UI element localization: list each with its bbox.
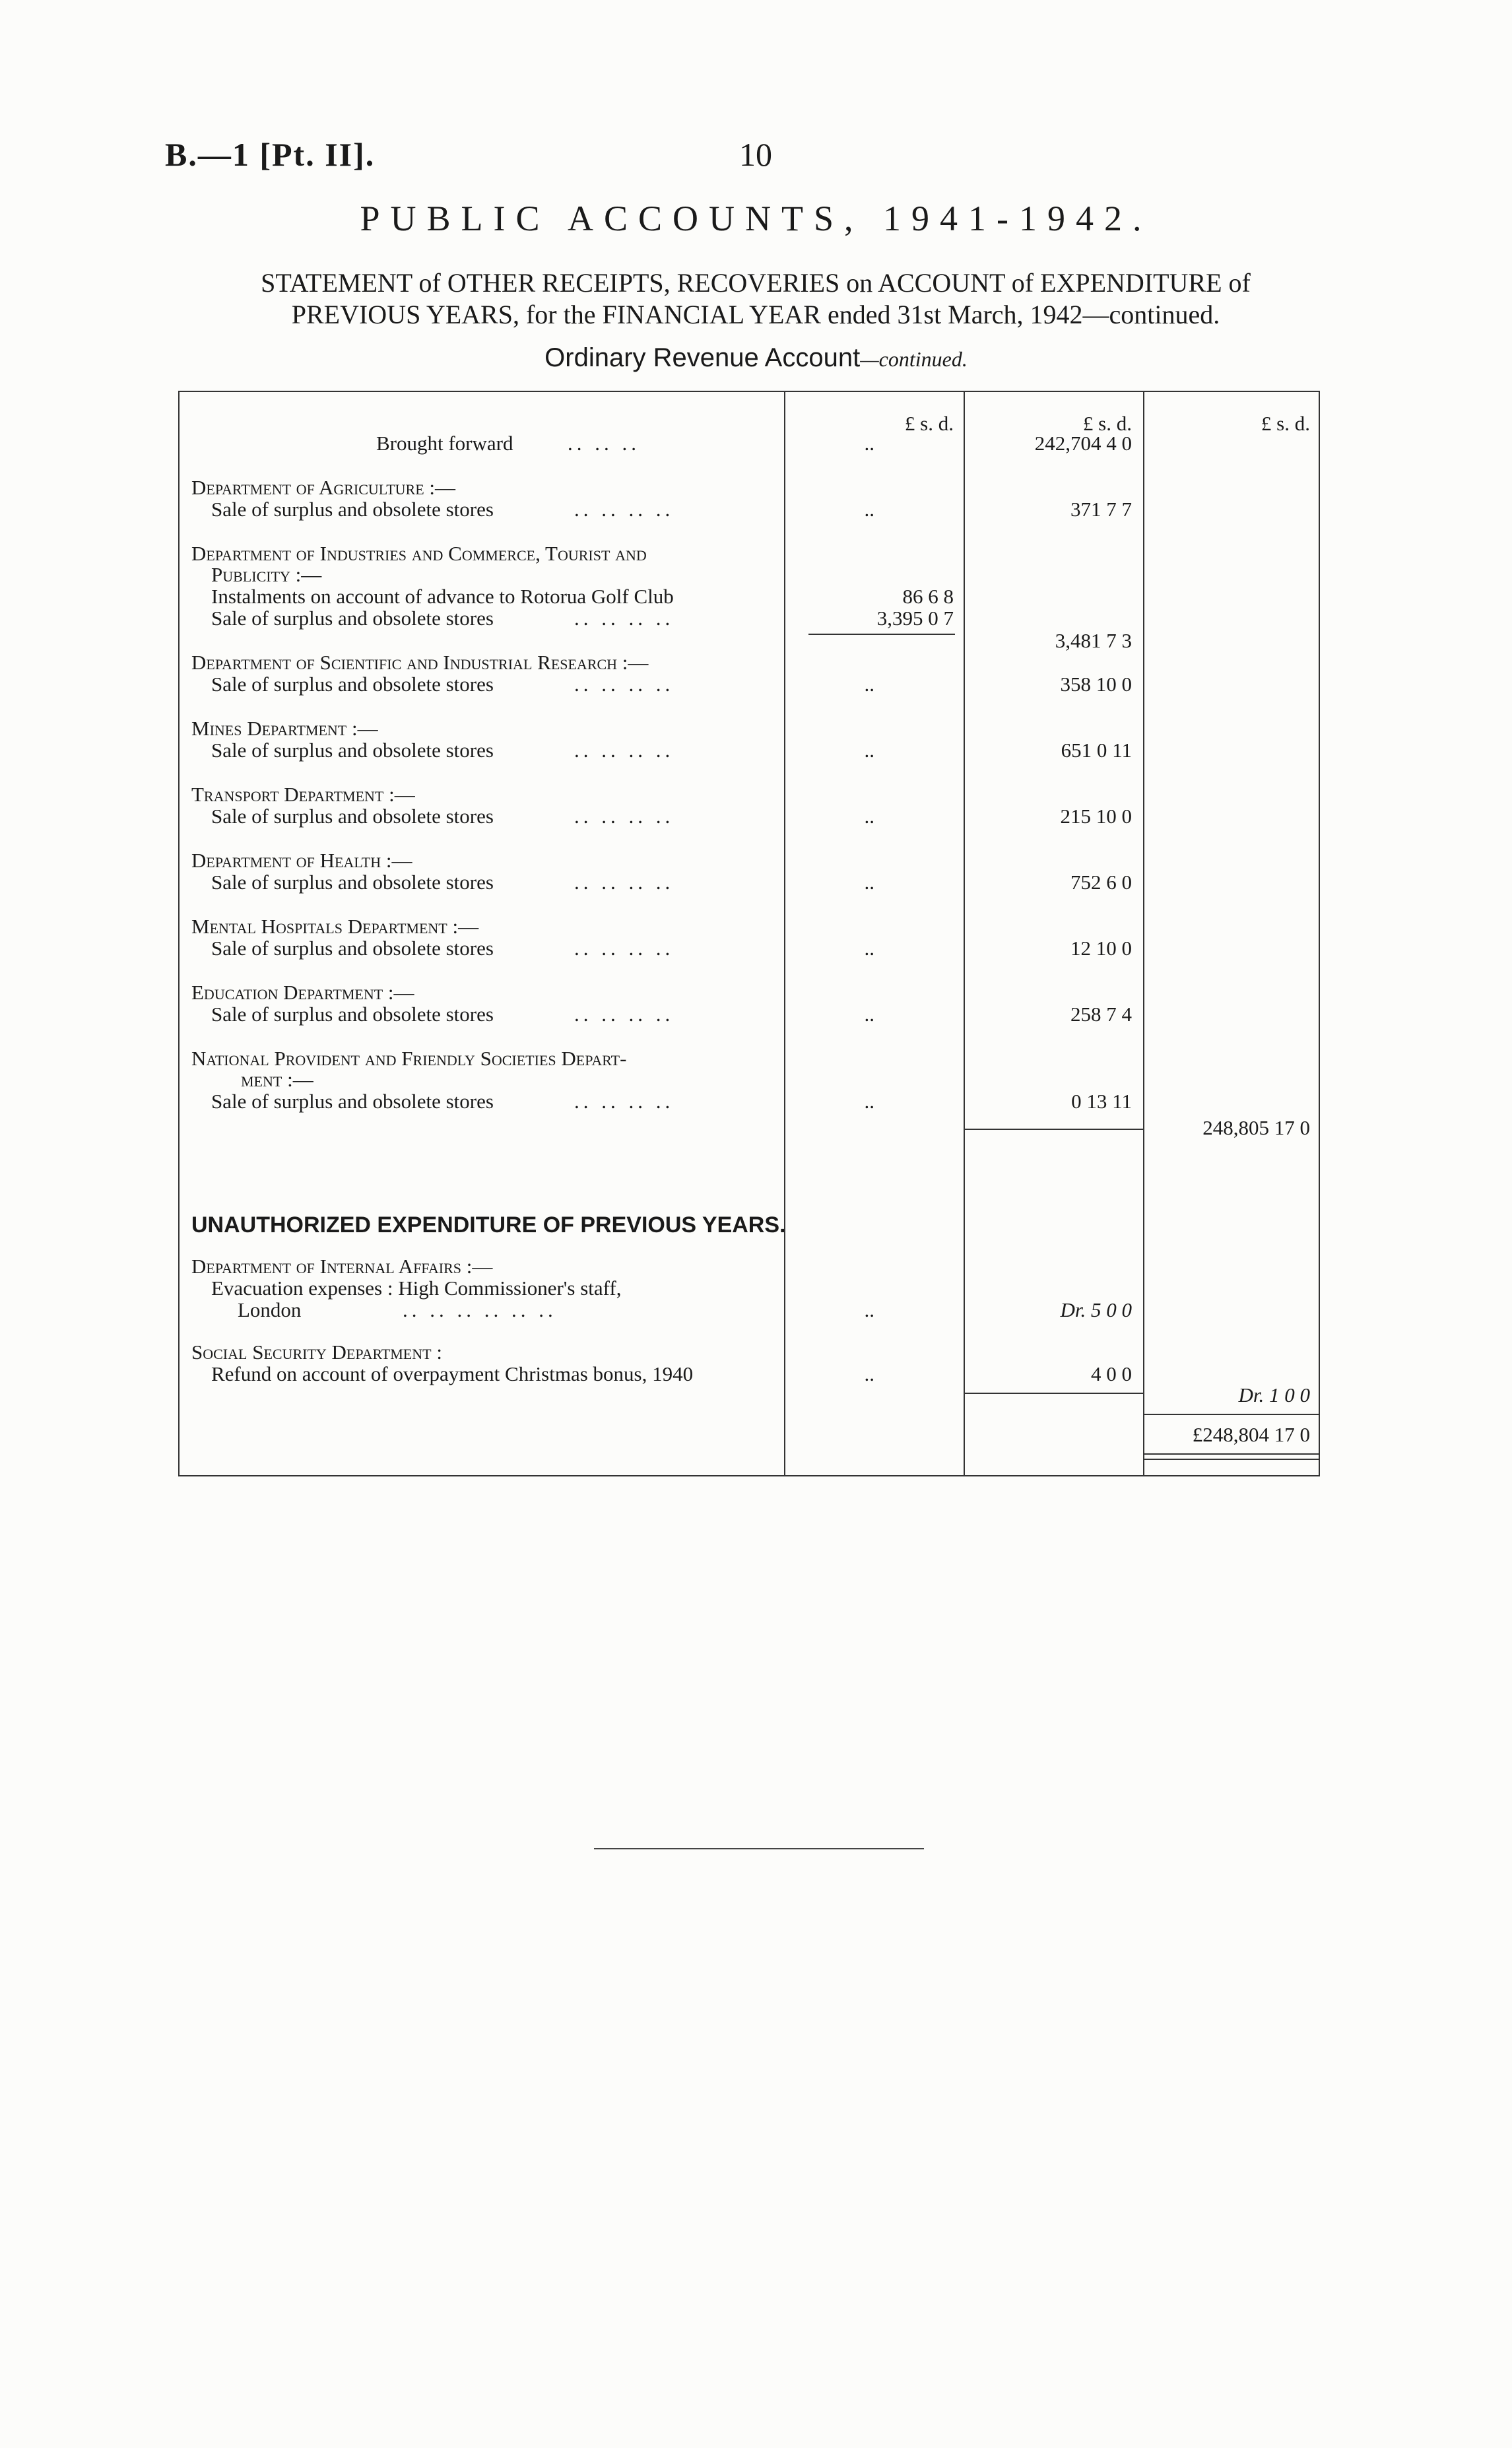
account-subtitle-suffix: —continued. [860,347,968,371]
agriculture-heading: Department of Agriculture :— [191,476,456,499]
table-divider-1 [784,391,785,1476]
brought-forward-label: Brought forward [376,432,513,455]
health-col2: 752 6 0 [1070,871,1132,894]
brought-forward-col2: 242,704 4 0 [1034,432,1132,455]
page-title: PUBLIC ACCOUNTS, 1941-1942. [360,199,1152,238]
mental-hospitals-dots: .. .. .. .. [574,937,674,960]
agriculture-item: Sale of surplus and obsolete stores [211,498,494,521]
internal-affairs-col1: .. [864,1298,874,1321]
mines-col1: .. [864,739,874,762]
transport-dots: .. .. .. .. [574,805,674,828]
statement-heading [165,267,1346,331]
education-item: Sale of surplus and obsolete stores [211,1003,494,1026]
brought-forward-col1: .. [864,432,874,455]
industries-dots: .. .. .. .. [574,607,674,630]
education-col2: 258 7 4 [1070,1003,1132,1026]
transport-col2: 215 10 0 [1060,805,1132,828]
provident-item: Sale of surplus and obsolete stores [211,1090,494,1113]
mines-col2: 651 0 11 [1061,739,1132,762]
accounts-table [178,391,1320,1476]
mental-hospitals-heading: Mental Hospitals Department :— [191,915,479,938]
education-dots: .. .. .. .. [574,1003,674,1026]
industries-col2: 3,481 7 3 [1055,629,1132,652]
document-reference: B.—1 [Pt. II]. [165,136,376,173]
column-1-header: £ s. d. [904,412,954,435]
provident-heading-line-2: ment :— [241,1068,313,1091]
industries-heading-line-1: Department of Industries and Commerce, Tourist and [191,542,647,565]
mines-heading: Mines Department :— [191,717,378,740]
unauthorized-expenditure-heading: UNAUTHORIZED EXPENDITURE OF PREVIOUS YEARS. [191,1212,786,1238]
industries-heading-line-2: Publicity :— [211,563,322,586]
table-border-left [178,391,180,1476]
scientific-item: Sale of surplus and obsolete stores [211,673,494,696]
internal-affairs-item-line-2: London [238,1298,302,1321]
scientific-dots: .. .. .. .. [574,673,674,696]
receipts-subtotal-rule [964,1129,1144,1130]
brought-forward-dots: .. .. .. [568,432,640,455]
statement-line-2: PREVIOUS YEARS, for the FINANCIAL YEAR ended 31st March, 1942—continued. [291,300,1220,329]
agriculture-col2: 371 7 7 [1070,498,1132,521]
statement-line-1: STATEMENT of OTHER RECEIPTS, RECOVERIES on ACCOUNT of EXPENDITURE of [261,268,1251,298]
industries-item-stores: Sale of surplus and obsolete stores [211,607,494,630]
grand-total: £248,804 17 0 [1192,1423,1310,1446]
internal-affairs-heading: Department of Internal Affairs :— [191,1255,493,1278]
social-security-col2: 4 0 0 [1091,1362,1132,1385]
unauthorized-total-col3: Dr. 1 0 0 [1238,1383,1310,1406]
provident-dots: .. .. .. .. [574,1090,674,1113]
page-number: 10 [739,136,772,173]
table-top-rule [178,391,1320,392]
health-heading: Department of Health :— [191,849,412,872]
industries-stores-col1: 3,395 0 7 [876,607,954,630]
provident-col1: .. [864,1090,874,1113]
industries-item-golf-club: Instalments on account of advance to Rotorua Golf Club [211,585,674,608]
social-security-col1: .. [864,1362,874,1385]
transport-heading: Transport Department :— [191,783,415,806]
table-border-right [1319,391,1320,1476]
grand-total-top-rule [1143,1414,1320,1415]
grand-total-rule-1 [1143,1453,1320,1455]
scientific-col1: .. [864,673,874,696]
health-item: Sale of surplus and obsolete stores [211,871,494,894]
social-security-heading: Social Security Department : [191,1340,442,1364]
scientific-col2: 358 10 0 [1060,673,1132,696]
transport-item: Sale of surplus and obsolete stores [211,805,494,828]
column-2-header: £ s. d. [1082,412,1132,435]
social-security-item: Refund on account of overpayment Christmas bonus, 1940 [211,1362,694,1385]
internal-affairs-col2: Dr. 5 0 0 [1060,1298,1132,1321]
education-col1: .. [864,1003,874,1026]
unauthorized-subtotal-rule [964,1393,1144,1394]
mines-dots: .. .. .. .. [574,739,674,762]
account-subtitle-main: Ordinary Revenue Account [544,343,861,372]
transport-col1: .. [864,805,874,828]
agriculture-dots: .. .. .. .. [574,498,674,521]
footer-rule [594,1848,924,1849]
provident-col2: 0 13 11 [1071,1090,1132,1113]
internal-affairs-dots: .. .. .. .. .. .. [403,1298,557,1321]
column-3-header: £ s. d. [1261,412,1310,435]
industries-subtotal-rule [808,634,955,635]
account-subtitle [0,343,1512,373]
table-bottom-rule [178,1475,1320,1476]
table-divider-3 [1143,391,1144,1476]
mental-hospitals-item: Sale of surplus and obsolete stores [211,937,494,960]
agriculture-col1: .. [864,498,874,521]
scientific-heading: Department of Scientific and Industrial Research :— [191,651,649,674]
internal-affairs-item-line-1: Evacuation expenses : High Commissioner's staff, [211,1276,622,1300]
provident-heading-line-1: National Provident and Friendly Societies Depart- [191,1047,627,1070]
grand-total-rule-2 [1143,1459,1320,1460]
table-divider-2 [964,391,965,1476]
health-dots: .. .. .. .. [574,871,674,894]
health-col1: .. [864,871,874,894]
receipts-total-col3: 248,805 17 0 [1202,1116,1310,1139]
education-heading: Education Department :— [191,981,414,1004]
mental-hospitals-col2: 12 10 0 [1070,937,1132,960]
mines-item: Sale of surplus and obsolete stores [211,739,494,762]
mental-hospitals-col1: .. [864,937,874,960]
industries-golf-club-col1: 86 6 8 [902,585,954,608]
